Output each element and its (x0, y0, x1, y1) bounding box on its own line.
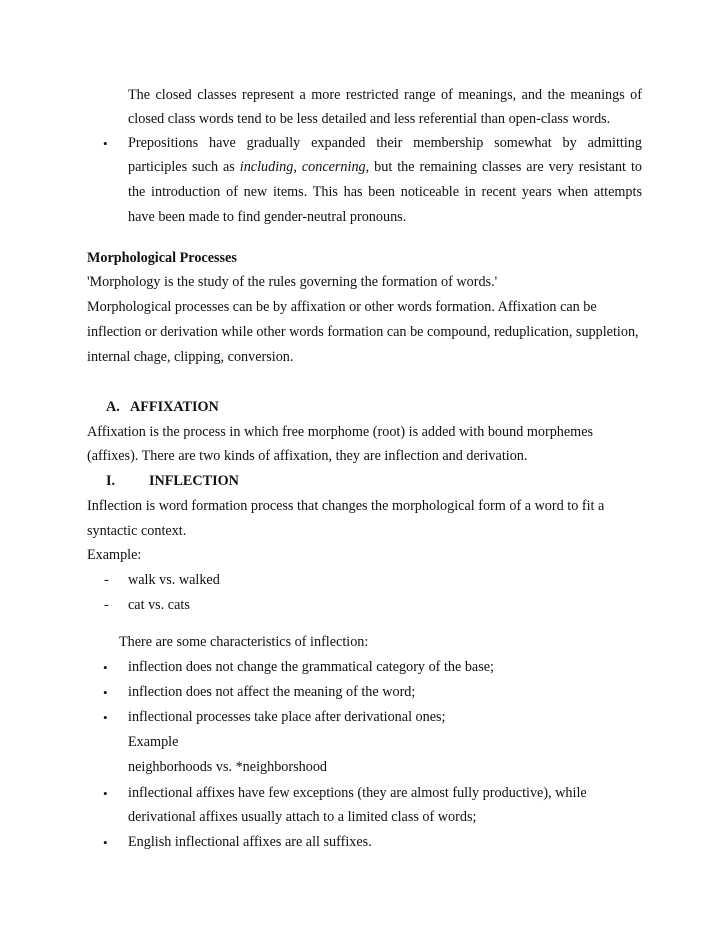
intro-line-1: The closed classes represent a more restricted range of meanings, and the meanings of (128, 87, 642, 103)
example-item: cat vs. cats (128, 597, 190, 613)
characteristic-4-line-2: derivational affixes usually attach to a limited class of words; (128, 809, 477, 825)
morph-paragraph-line-3: internal chage, clipping, conversion. (87, 349, 294, 365)
prepositions-line-2: participles such as including, concerning, but the remaining classes are very resistant to (128, 159, 642, 175)
characteristic-3: inflectional processes take place after derivational ones; (128, 709, 446, 725)
prepositions-line-1: Prepositions have gradually expanded their membership somewhat by admitting (128, 135, 642, 151)
inflection-marker: I. (106, 473, 116, 489)
dash-icon: - (104, 572, 109, 588)
morphology-definition: 'Morphology is the study of the rules governing the formation of words.' (87, 274, 498, 290)
prepositions-line-4: have been made to find gender-neutral pronouns. (128, 209, 407, 225)
characteristic-4-line-1: inflectional affixes have few exceptions (they are almost fully productive), while (128, 785, 587, 801)
example-item: walk vs. walked (128, 572, 220, 588)
affixation-line-1: Affixation is the process in which free morphome (root) is added with bound morphemes (87, 424, 594, 440)
characteristic-1: inflection does not change the grammatical category of the base; (128, 659, 494, 675)
bullet-icon: • (103, 660, 108, 675)
characteristic-3-example: neighborhoods vs. *neighborshood (128, 759, 328, 775)
inflection-heading: INFLECTION (149, 473, 239, 489)
affixation-heading: AFFIXATION (130, 399, 219, 415)
inflection-line-1: Inflection is word formation process that changes the morphological form of a word to fit a (87, 498, 605, 514)
characteristic-2: inflection does not affect the meaning of the word; (128, 684, 416, 700)
dash-icon: - (104, 597, 109, 613)
bullet-icon: • (103, 710, 108, 725)
prepositions-line-3: the introduction of new items. This has been noticeable in recent years when attempts (128, 184, 642, 200)
example-label: Example: (87, 547, 142, 563)
morph-paragraph-line-1: Morphological processes can be by affixation or other words formation. Affixation can be (87, 299, 597, 315)
italic-examples: including, concerning (239, 159, 366, 175)
intro-line-2: closed class words tend to be less detailed and less referential than open-class words. (128, 111, 611, 127)
bullet-icon: • (103, 685, 108, 700)
bullet-icon: • (103, 136, 108, 151)
morph-paragraph-line-2: inflection or derivation while other words formation can be compound, reduplication, suppletion, (87, 324, 639, 340)
inflection-line-2: syntactic context. (87, 523, 187, 539)
bullet-icon: • (103, 835, 108, 850)
characteristics-intro: There are some characteristics of inflection: (119, 634, 369, 650)
characteristic-5: English inflectional affixes are all suffixes. (128, 834, 372, 850)
affixation-line-2: (affixes). There are two kinds of affixation, they are inflection and derivation. (87, 448, 528, 464)
characteristic-3-example-label: Example (128, 734, 179, 750)
bullet-icon: • (103, 786, 108, 801)
affixation-marker: A. (106, 399, 120, 415)
morphological-processes-heading: Morphological Processes (87, 250, 237, 266)
